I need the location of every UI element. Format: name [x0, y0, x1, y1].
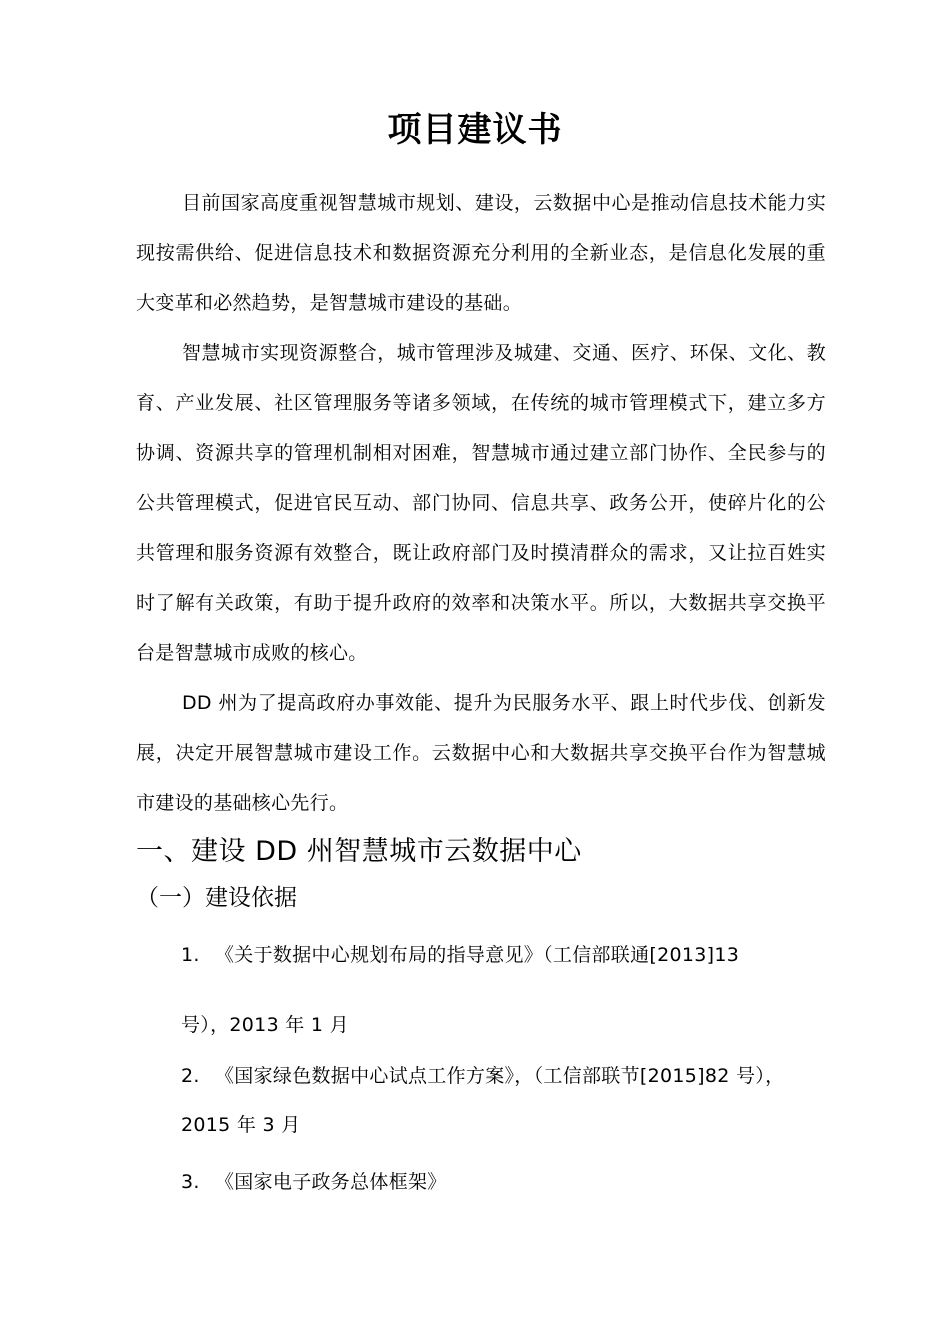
section-heading-1: 一、建设 DD 州智慧城市云数据中心: [136, 836, 582, 867]
reference-continuation: 2015 年 3 月: [181, 1114, 301, 1136]
reference-number: 2.: [181, 1065, 200, 1087]
paragraph-dd-prefecture: DD 州为了提高政府办事效能、提升为民服务水平、跟上时代步伐、创新发展，决定开展智慧城市建设工作。云数据中心和大数据共享交换平台作为智慧城市建设的基础核心先行。: [136, 692, 826, 814]
reference-text: 《国家电子政务总体框架》: [215, 1171, 447, 1193]
reference-text: 《国家绿色数据中心试点工作方案》，（工信部联节[2015]82 号），: [215, 1065, 785, 1087]
reference-text: 《关于数据中心规划布局的指导意见》（工信部联通[2013]13: [215, 944, 740, 966]
subsection-heading-basis: （一）建设依据: [136, 885, 297, 911]
reference-item: [181, 938, 831, 972]
reference-item: [181, 1059, 831, 1093]
reference-number: 3.: [181, 1171, 200, 1193]
reference-continuation: 号），2013 年 1 月: [181, 1014, 349, 1036]
paragraph-resource-integration: 智慧城市实现资源整合，城市管理涉及城建、交通、医疗、环保、文化、教育、产业发展、社区管理服务等诸多领域，在传统的城市管理模式下，建立多方协调、资源共享的管理机制相对困难，智慧城市通过建立部门协作、全民参与的公共管理模式，促进官民互动、部门协同、信息共享、政务公开，使碎片化的公共管理和服务资源有效整合，既让政府部门及时摸清群众的需求，又让拉百姓实时了解有关政策，有助于提升政府的效率和决策水平。所以，大数据共享交换平台是智慧城市成败的核心。: [136, 342, 826, 664]
reference-number: 1.: [181, 944, 200, 966]
reference-item: [181, 1165, 831, 1199]
document-title: 项目建议书: [387, 110, 563, 150]
paragraph-intro: 目前国家高度重视智慧城市规划、建设，云数据中心是推动信息技术能力实现按需供给、促进信息技术和数据资源充分利用的全新业态，是信息化发展的重大变革和必然趋势，是智慧城市建设的基础。: [136, 192, 826, 314]
